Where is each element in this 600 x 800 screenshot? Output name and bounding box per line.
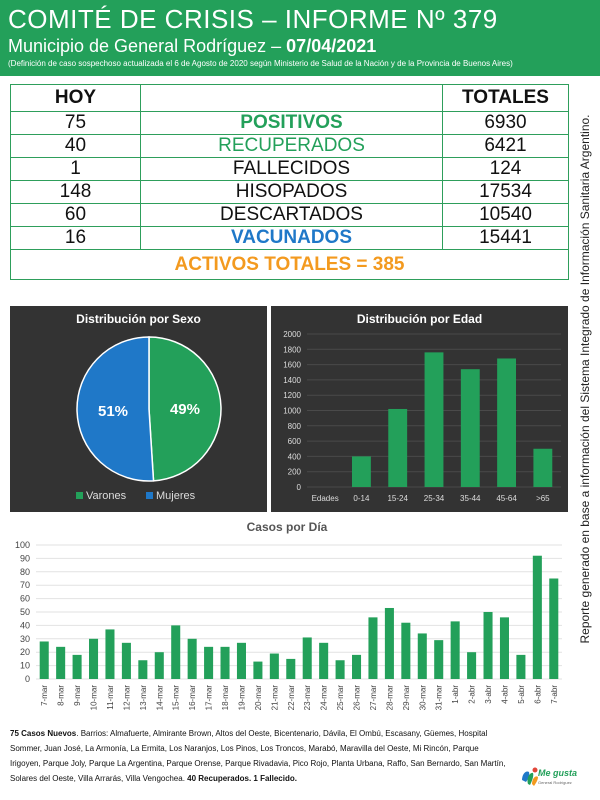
stats-table xyxy=(10,84,569,280)
x-tick-label: 7-abr xyxy=(549,685,559,704)
age-chart-title: Distribución por Edad xyxy=(356,312,483,326)
y-tick-label: 2000 xyxy=(283,330,301,339)
daily-bar xyxy=(105,629,114,679)
logo-hands-icon xyxy=(520,766,540,788)
totales-header: TOTALES xyxy=(443,85,569,112)
x-tick-label: 15-mar xyxy=(171,685,181,711)
hoy-value: 75 xyxy=(11,112,141,135)
y-tick-label: 60 xyxy=(19,593,30,604)
age-bar xyxy=(497,358,516,487)
daily-bar xyxy=(368,617,377,679)
y-tick-label: 90 xyxy=(19,553,30,564)
pie-data-label: 51% xyxy=(98,403,129,421)
daily-bar xyxy=(221,647,230,679)
source-note-vertical xyxy=(572,84,598,674)
sex-distribution-panel xyxy=(10,306,267,512)
y-tick-label: 1200 xyxy=(283,391,301,401)
x-tick-label: 28-mar xyxy=(385,685,395,711)
total-value: 15441 xyxy=(443,227,569,250)
age-distribution-panel xyxy=(271,306,568,512)
x-tick-label: 22-mar xyxy=(286,685,296,711)
x-tick-label: 2-abr xyxy=(467,685,477,704)
stat-label: HISOPADOS xyxy=(141,181,443,204)
hoy-value: 40 xyxy=(11,135,141,158)
x-tick-label: 11-mar xyxy=(105,685,115,710)
report-title: COMITÉ DE CRISIS – INFORME Nº 379 xyxy=(8,4,498,34)
daily-chart-title: Casos por Día xyxy=(246,520,328,534)
daily-bar xyxy=(237,643,246,679)
y-tick-label: 10 xyxy=(19,660,30,671)
daily-bar xyxy=(484,612,493,679)
x-tick-label: 8-mar xyxy=(56,685,66,706)
x-tick-label: 23-mar xyxy=(303,685,313,711)
daily-cases-panel xyxy=(6,514,568,714)
y-tick-label: 1600 xyxy=(283,360,301,370)
total-value: 6421 xyxy=(443,135,569,158)
daily-bar xyxy=(451,621,460,679)
x-tick-label: 12-mar xyxy=(122,685,132,711)
age-bar-chart xyxy=(271,306,568,512)
y-tick-label: 20 xyxy=(19,647,30,658)
daily-bar xyxy=(40,641,49,679)
x-tick-label: 25-mar xyxy=(336,685,346,711)
total-value: 6930 xyxy=(443,112,569,135)
sex-chart-title: Distribución por Sexo xyxy=(76,312,201,326)
recovered-deaths-summary: 40 Recuperados. 1 Fallecido. xyxy=(184,774,297,783)
daily-bar xyxy=(533,556,542,679)
stat-label: RECUPERADOS xyxy=(141,135,443,158)
x-tick-label: 27-mar xyxy=(368,685,378,711)
total-value: 17534 xyxy=(443,181,569,204)
y-tick-label: 400 xyxy=(287,452,301,462)
hoy-header: HOY xyxy=(11,85,141,112)
x-tick-label: 45-64 xyxy=(496,494,517,503)
municipality-label: Municipio de General Rodríguez – xyxy=(8,36,282,56)
age-bar xyxy=(388,409,407,487)
footer-summary xyxy=(10,726,510,786)
logo-text: Me gusta xyxy=(538,768,578,778)
hoy-value: 148 xyxy=(11,181,141,204)
stats-row-hisopados xyxy=(11,181,569,204)
x-tick-label: 31-mar xyxy=(434,685,444,711)
x-tick-label: >65 xyxy=(536,494,550,503)
x-tick-label: 17-mar xyxy=(204,685,214,711)
stats-row-descartados xyxy=(11,204,569,227)
stats-row-fallecidos xyxy=(11,158,569,181)
y-tick-label: 40 xyxy=(19,620,30,631)
daily-bar xyxy=(401,623,410,679)
daily-bar xyxy=(467,652,476,679)
pie-data-label: 49% xyxy=(169,400,200,418)
daily-bar xyxy=(122,643,131,679)
y-tick-label: 80 xyxy=(19,566,30,577)
daily-bar xyxy=(352,655,361,679)
x-tick-label: 1-abr xyxy=(451,685,461,704)
y-tick-label: 100 xyxy=(14,540,30,550)
x-tick-label: 4-abr xyxy=(500,685,510,704)
x-tick-label: 30-mar xyxy=(418,685,428,711)
report-date: 07/04/2021 xyxy=(286,36,377,56)
barrios-list: . Barrios: Almafuerte, Almirante Brown, Altos del Oeste, Bicentenario, Dávila, El Ombú, Escasany, Güemes, Hospital Sommer, Juan José, La Armonía, La Ermita, Los Naranjos, Los Pinos, Los Troncos, Marabó, Maravilla del Oeste, Mi Rincón, Parque Irigoyen, Parque Joly, Parque La Argentina, Parque Orense, Parque Rivadavia, Pico Rojo, Planta Urbana, Raffo, San Bernardo, San Martín, Solares del Oeste, Villa Arrarás, Villa Vengochea. xyxy=(10,729,506,783)
x-tick-label: 16-mar xyxy=(188,685,198,711)
hoy-value: 16 xyxy=(11,227,141,250)
report-subtitle xyxy=(8,34,592,58)
age-bar xyxy=(425,352,444,487)
legend-swatch xyxy=(146,492,153,499)
daily-bar xyxy=(270,654,279,679)
y-tick-label: 600 xyxy=(287,437,301,447)
daily-bar xyxy=(253,662,262,679)
daily-bar xyxy=(286,659,295,679)
new-cases-lead: 75 Casos Nuevos xyxy=(10,729,77,738)
y-tick-label: 200 xyxy=(287,467,301,477)
label-header xyxy=(141,85,443,112)
x-tick-label: 21-mar xyxy=(270,685,280,711)
x-tick-label: 14-mar xyxy=(155,685,165,711)
daily-bar xyxy=(385,608,394,679)
legend-label: Varones xyxy=(86,490,127,502)
case-definition-note: (Definición de caso sospechoso actualizada el 6 de Agosto de 2020 según Ministerio de Salud de la Nación y de la Provincia de Buenos Aires) xyxy=(8,59,513,68)
x-tick-label: 15-24 xyxy=(387,494,408,503)
daily-bar xyxy=(171,625,180,679)
daily-bar xyxy=(336,660,345,679)
daily-bar xyxy=(204,647,213,679)
stats-row-recuperados xyxy=(11,135,569,158)
daily-bar xyxy=(434,640,443,679)
source-note-text: Reporte generado en base a información del Sistema Integrado de Información Sanitaria Argentino. xyxy=(578,114,592,644)
y-tick-label: 1400 xyxy=(283,375,301,385)
y-tick-label: 70 xyxy=(19,580,30,591)
x-tick-label: 5-abr xyxy=(516,685,526,704)
daily-bar xyxy=(138,660,147,679)
y-tick-label: 0 xyxy=(296,483,301,492)
stat-label: FALLECIDOS xyxy=(141,158,443,181)
me-gusta-logo xyxy=(520,764,584,794)
daily-bar xyxy=(89,639,98,679)
sex-pie-chart xyxy=(10,306,267,512)
y-tick-label: 1000 xyxy=(283,406,301,416)
daily-bar xyxy=(56,647,65,679)
x-tick-label: 3-abr xyxy=(484,685,494,704)
daily-bar xyxy=(500,617,509,679)
activos-totales: ACTIVOS TOTALES = 385 xyxy=(11,250,569,280)
age-bar xyxy=(533,449,552,487)
total-value: 10540 xyxy=(443,204,569,227)
y-tick-label: 30 xyxy=(19,633,30,644)
total-value: 124 xyxy=(443,158,569,181)
stat-label: DESCARTADOS xyxy=(141,204,443,227)
x-tick-label: 10-mar xyxy=(89,685,99,711)
stats-row-vacunados xyxy=(11,227,569,250)
x-tick-label: 6-abr xyxy=(533,685,543,704)
daily-bar xyxy=(303,637,312,679)
x-tick-label: 19-mar xyxy=(237,685,247,711)
stat-label: POSITIVOS xyxy=(141,112,443,135)
x-tick-label: 24-mar xyxy=(319,685,329,711)
daily-bar xyxy=(516,655,525,679)
x-tick-label: 0-14 xyxy=(353,494,370,503)
stat-label: VACUNADOS xyxy=(141,227,443,250)
y-tick-label: 50 xyxy=(19,607,30,617)
daily-bar xyxy=(319,643,328,679)
hoy-value: 60 xyxy=(11,204,141,227)
report-header xyxy=(0,0,600,76)
x-tick-label: 25-34 xyxy=(423,494,445,503)
x-tick-label: 26-mar xyxy=(352,685,362,711)
x-axis-label: Edades xyxy=(311,494,339,503)
stats-row-positivos xyxy=(11,112,569,135)
legend-label: Mujeres xyxy=(156,490,196,502)
x-tick-label: 7-mar xyxy=(40,685,50,706)
x-tick-label: 13-mar xyxy=(138,685,148,711)
x-tick-label: 9-mar xyxy=(73,685,83,706)
daily-cases-chart xyxy=(6,514,568,714)
legend-swatch xyxy=(76,492,83,499)
daily-bar xyxy=(188,639,197,679)
x-tick-label: 35-44 xyxy=(460,494,481,503)
daily-bar xyxy=(549,579,558,680)
y-tick-label: 0 xyxy=(24,674,30,684)
daily-bar xyxy=(418,633,427,679)
y-tick-label: 1800 xyxy=(283,345,301,355)
x-tick-label: 18-mar xyxy=(221,685,231,711)
stats-row-activos xyxy=(11,250,569,280)
daily-bar xyxy=(155,652,164,679)
y-tick-label: 800 xyxy=(287,421,301,431)
logo-shape xyxy=(533,768,538,773)
age-bar xyxy=(352,456,371,487)
x-tick-label: 29-mar xyxy=(401,685,411,711)
hoy-value: 1 xyxy=(11,158,141,181)
x-tick-label: 20-mar xyxy=(253,685,263,711)
daily-bar xyxy=(73,655,82,679)
logo-subtext: General Rodríguez xyxy=(538,780,572,785)
age-bar xyxy=(461,369,480,487)
stats-header-row xyxy=(11,85,569,112)
